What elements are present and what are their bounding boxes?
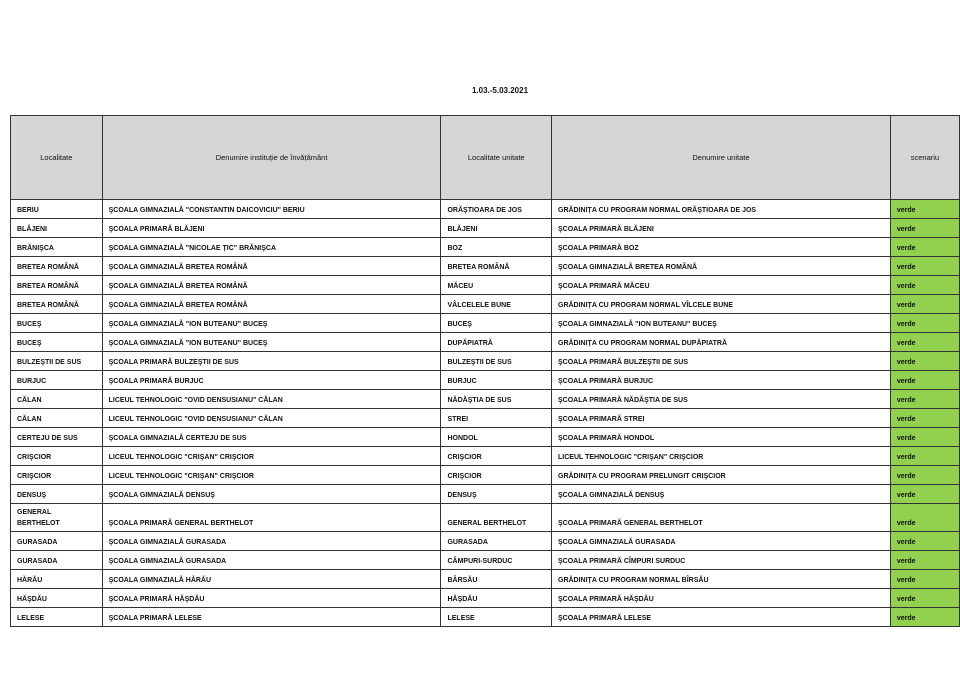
cell-denumire-unitate: ŞCOALA PRIMARĂ BULZEŞTII DE SUS [552,352,891,371]
cell-localitate: LELESE [11,608,103,627]
table-row [11,352,960,371]
cell-denumire-unitate: ŞCOALA PRIMARĂ BOZ [552,238,891,257]
cell-localitate: BLĂJENI [11,219,103,238]
cell-scenariu: verde [890,352,959,371]
cell-scenariu: verde [890,390,959,409]
table-row [11,371,960,390]
cell-denumire-unitate: ŞCOALA PRIMARĂ BLĂJENI [552,219,891,238]
table-row [11,390,960,409]
cell-scenariu: verde [890,570,959,589]
cell-localitate-unitate: BLĂJENI [441,219,552,238]
cell-scenariu: verde [890,257,959,276]
cell-scenariu: verde [890,466,959,485]
cell-denumire-unitate: GRĂDINIȚA CU PROGRAM PRELUNGIT CRIŞCIOR [552,466,891,485]
cell-scenariu: verde [890,314,959,333]
cell-localitate-unitate: BULZEŞTII DE SUS [441,352,552,371]
cell-localitate-unitate: BURJUC [441,371,552,390]
cell-localitate-unitate: STREI [441,409,552,428]
cell-institutie: ŞCOALA GIMNAZIALĂ CERTEJU DE SUS [102,428,441,447]
table-row [11,532,960,551]
cell-denumire-unitate: ŞCOALA PRIMARĂ NĂDĂŞTIA DE SUS [552,390,891,409]
table-row [11,551,960,570]
table-row [11,428,960,447]
table-row [11,504,960,532]
table-body [11,200,960,627]
cell-scenariu: verde [890,428,959,447]
table-row [11,276,960,295]
header-scenariu: scenariu [890,116,959,200]
cell-localitate: BUCEŞ [11,333,103,352]
cell-localitate-unitate: HĂŞDĂU [441,589,552,608]
cell-localitate-unitate: BRETEA ROMÂNĂ [441,257,552,276]
cell-localitate-unitate: CRIŞCIOR [441,447,552,466]
cell-institutie: LICEUL TEHNOLOGIC "OVID DENSUSIANU" CĂLAN [102,390,441,409]
cell-localitate: GENERAL BERTHELOT [11,504,103,532]
header-row [11,116,960,200]
cell-institutie: ŞCOALA GIMNAZIALĂ "NICOLAE ȚIC" BRĂNIŞCA [102,238,441,257]
cell-denumire-unitate: ŞCOALA PRIMARĂ STREI [552,409,891,428]
table-row [11,295,960,314]
cell-localitate: GURASADA [11,532,103,551]
cell-localitate-unitate: DENSUŞ [441,485,552,504]
cell-scenariu: verde [890,333,959,352]
cell-scenariu: verde [890,589,959,608]
cell-localitate-unitate: BÂRSĂU [441,570,552,589]
cell-localitate: CRIŞCIOR [11,466,103,485]
cell-denumire-unitate: ŞCOALA GIMNAZIALĂ "ION BUTEANU" BUCEŞ [552,314,891,333]
cell-localitate: CĂLAN [11,409,103,428]
cell-scenariu: verde [890,504,959,532]
cell-localitate: BRETEA ROMÂNĂ [11,295,103,314]
cell-scenariu: verde [890,219,959,238]
cell-denumire-unitate: ŞCOALA PRIMARĂ MĂCEU [552,276,891,295]
cell-denumire-unitate: ŞCOALA GIMNAZIALĂ GURASADA [552,532,891,551]
header-localitate-unitate: Localitate unitate [441,116,552,200]
cell-denumire-unitate: ŞCOALA PRIMARĂ GENERAL BERTHELOT [552,504,891,532]
cell-institutie: ŞCOALA GIMNAZIALĂ BRETEA ROMÂNĂ [102,257,441,276]
table-row [11,409,960,428]
cell-scenariu: verde [890,532,959,551]
cell-institutie: ŞCOALA GIMNAZIALĂ "ION BUTEANU" BUCEŞ [102,333,441,352]
cell-institutie: ŞCOALA PRIMARĂ LELESE [102,608,441,627]
cell-localitate-unitate: ORĂŞTIOARA DE JOS [441,200,552,219]
cell-localitate: BULZEŞTII DE SUS [11,352,103,371]
cell-institutie: ŞCOALA PRIMARĂ BURJUC [102,371,441,390]
cell-localitate: BURJUC [11,371,103,390]
header-denumire-institutie: Denumire instituție de învățământ [102,116,441,200]
cell-scenariu: verde [890,200,959,219]
cell-localitate-unitate: GURASADA [441,532,552,551]
cell-denumire-unitate: ŞCOALA PRIMARĂ CÎMPURI SURDUC [552,551,891,570]
cell-institutie: ŞCOALA PRIMARĂ BULZEŞTII DE SUS [102,352,441,371]
cell-localitate: BRETEA ROMÂNĂ [11,257,103,276]
cell-localitate: HĂRĂU [11,570,103,589]
cell-institutie: ŞCOALA GIMNAZIALĂ BRETEA ROMÂNĂ [102,295,441,314]
date-range-title: 1.03.-5.03.2021 [471,86,529,95]
cell-scenariu: verde [890,608,959,627]
cell-scenariu: verde [890,276,959,295]
cell-denumire-unitate: GRĂDINIȚA CU PROGRAM NORMAL VÎLCELE BUNE [552,295,891,314]
cell-denumire-unitate: ŞCOALA PRIMARĂ LELESE [552,608,891,627]
cell-denumire-unitate: GRĂDINIȚA CU PROGRAM NORMAL BÎRSĂU [552,570,891,589]
table-row [11,238,960,257]
table-row [11,447,960,466]
cell-denumire-unitate: ŞCOALA GIMNAZIALĂ DENSUŞ [552,485,891,504]
cell-denumire-unitate: ŞCOALA PRIMARĂ HONDOL [552,428,891,447]
cell-localitate-unitate: CRIŞCIOR [441,466,552,485]
cell-scenariu: verde [890,238,959,257]
cell-institutie: ŞCOALA GIMNAZIALĂ DENSUŞ [102,485,441,504]
cell-institutie: ŞCOALA GIMNAZIALĂ BRETEA ROMÂNĂ [102,276,441,295]
cell-scenariu: verde [890,371,959,390]
cell-institutie: LICEUL TEHNOLOGIC "CRIŞAN" CRIŞCIOR [102,447,441,466]
cell-institutie: ŞCOALA GIMNAZIALĂ HĂRĂU [102,570,441,589]
cell-localitate: DENSUŞ [11,485,103,504]
cell-localitate-unitate: VÂLCELELE BUNE [441,295,552,314]
cell-localitate: GURASADA [11,551,103,570]
cell-denumire-unitate: LICEUL TEHNOLOGIC "CRIŞAN" CRIŞCIOR [552,447,891,466]
cell-scenariu: verde [890,409,959,428]
cell-institutie: ŞCOALA PRIMARĂ BLĂJENI [102,219,441,238]
table-row [11,570,960,589]
header-localitate: Localitate [11,116,103,200]
cell-denumire-unitate: ŞCOALA PRIMARĂ HĂŞDĂU [552,589,891,608]
cell-institutie: LICEUL TEHNOLOGIC "CRIŞAN" CRIŞCIOR [102,466,441,485]
table-row [11,200,960,219]
cell-institutie: ŞCOALA GIMNAZIALĂ "CONSTANTIN DAICOVICIU" BERIU [102,200,441,219]
cell-localitate: BRĂNIŞCA [11,238,103,257]
cell-localitate: CĂLAN [11,390,103,409]
cell-localitate-unitate: MĂCEU [441,276,552,295]
table-row [11,333,960,352]
cell-scenariu: verde [890,551,959,570]
cell-institutie: ŞCOALA PRIMARĂ GENERAL BERTHELOT [102,504,441,532]
cell-scenariu: verde [890,485,959,504]
cell-localitate-unitate: CÂMPURI-SURDUC [441,551,552,570]
cell-denumire-unitate: ŞCOALA PRIMARĂ BURJUC [552,371,891,390]
cell-institutie: LICEUL TEHNOLOGIC "OVID DENSUSIANU" CĂLAN [102,409,441,428]
table-row [11,314,960,333]
table-row [11,608,960,627]
cell-institutie: ŞCOALA PRIMARĂ HĂŞDĂU [102,589,441,608]
cell-localitate: BRETEA ROMÂNĂ [11,276,103,295]
cell-institutie: ŞCOALA GIMNAZIALĂ "ION BUTEANU" BUCEŞ [102,314,441,333]
cell-scenariu: verde [890,295,959,314]
header-denumire-unitate: Denumire unitate [552,116,891,200]
schools-table [10,115,960,627]
table-row [11,485,960,504]
table-row [11,257,960,276]
cell-localitate-unitate: DUPĂPIATRĂ [441,333,552,352]
cell-denumire-unitate: GRĂDINIȚA CU PROGRAM NORMAL DUPĂPIATRĂ [552,333,891,352]
cell-localitate: BERIU [11,200,103,219]
cell-localitate-unitate: HONDOL [441,428,552,447]
cell-denumire-unitate: GRĂDINIȚA CU PROGRAM NORMAL ORĂŞTIOARA DE JOS [552,200,891,219]
cell-localitate-unitate: LELESE [441,608,552,627]
cell-localitate: CERTEJU DE SUS [11,428,103,447]
cell-institutie: ŞCOALA GIMNAZIALĂ GURASADA [102,551,441,570]
cell-localitate-unitate: BUCEŞ [441,314,552,333]
table-row [11,589,960,608]
table-row [11,219,960,238]
table-row [11,466,960,485]
cell-localitate-unitate: BOZ [441,238,552,257]
cell-denumire-unitate: ŞCOALA GIMNAZIALĂ BRETEA ROMÂNĂ [552,257,891,276]
cell-localitate-unitate: NĂDĂŞTIA DE SUS [441,390,552,409]
cell-localitate: HĂŞDĂU [11,589,103,608]
cell-institutie: ŞCOALA GIMNAZIALĂ GURASADA [102,532,441,551]
cell-localitate: BUCEŞ [11,314,103,333]
cell-localitate: CRIŞCIOR [11,447,103,466]
cell-scenariu: verde [890,447,959,466]
cell-localitate-unitate: GENERAL BERTHELOT [441,504,552,532]
